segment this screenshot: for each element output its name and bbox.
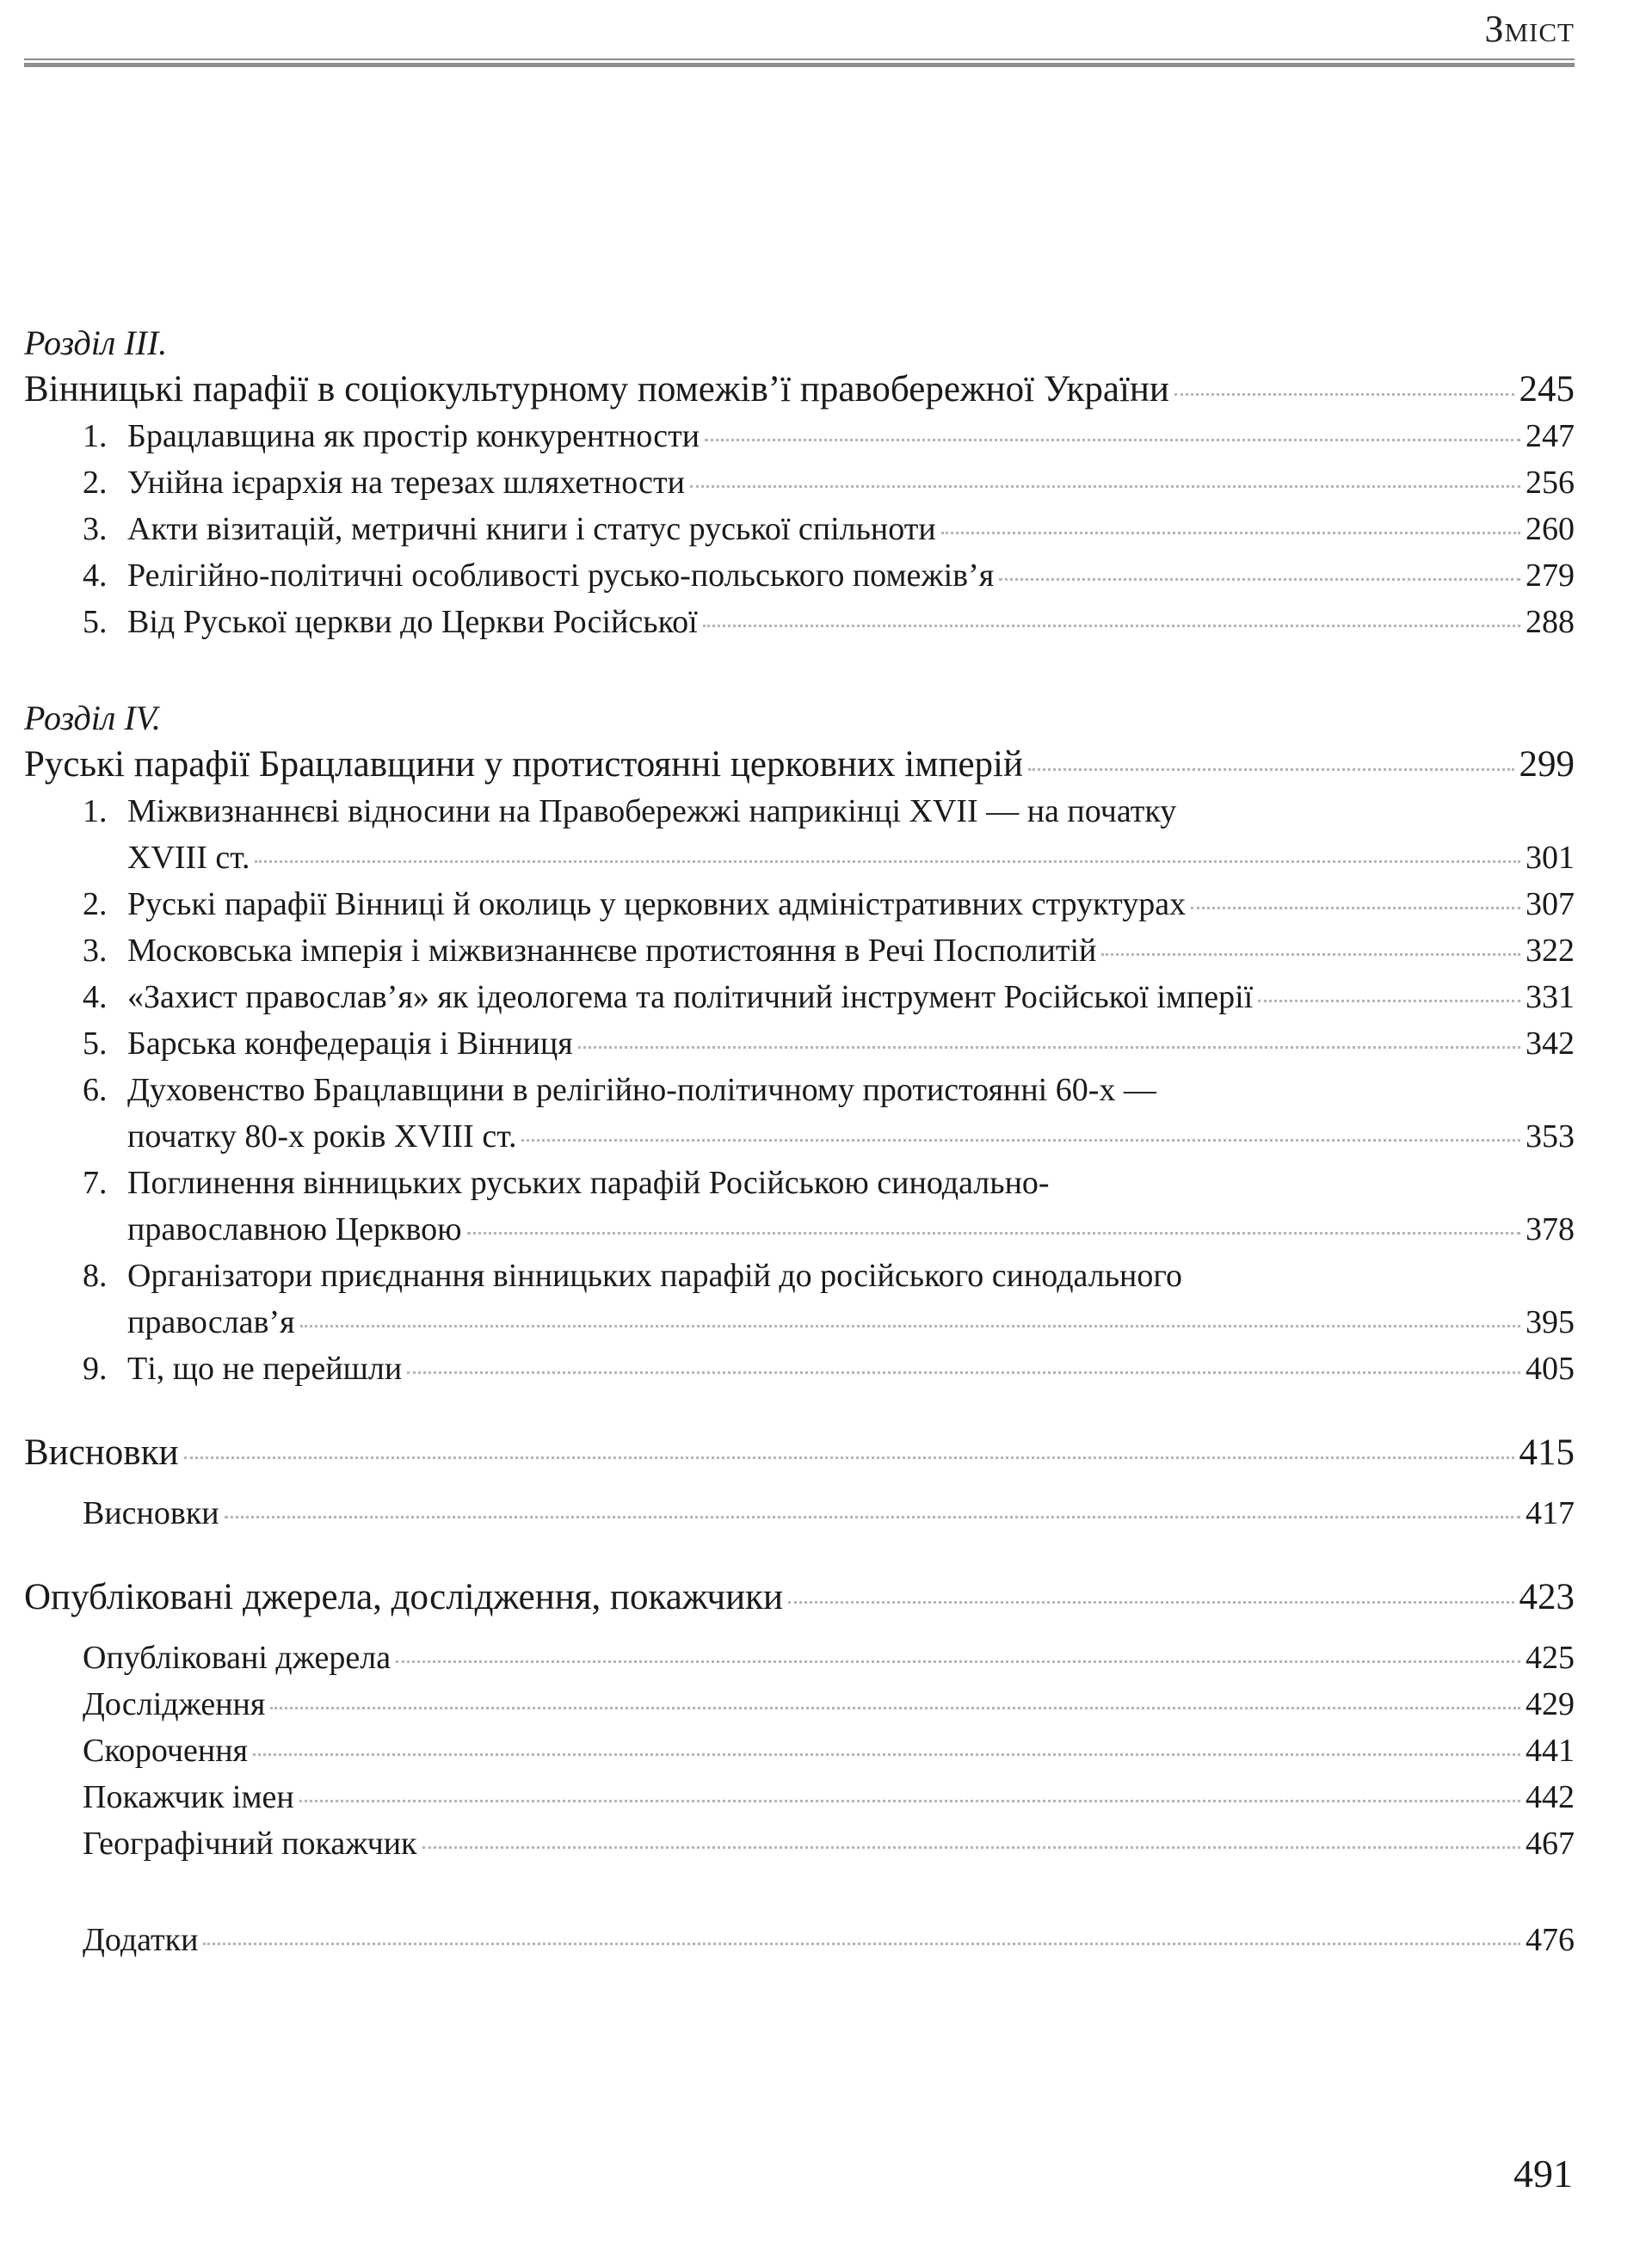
chapter-entry[interactable] — [24, 1574, 1575, 1621]
header-rule-thin — [24, 59, 1575, 60]
item-title: Унійна ієрархія на терезах шляхетности — [127, 465, 685, 501]
page-number: 417 — [1526, 1495, 1575, 1531]
dot-leader — [270, 1707, 1520, 1709]
section-label: Розділ III. — [24, 323, 168, 362]
dot-leader — [705, 439, 1520, 441]
page-number: 378 — [1526, 1211, 1575, 1247]
dot-leader — [999, 578, 1520, 581]
item-title: Покажчик імен — [83, 1779, 294, 1815]
dot-leader — [1258, 1000, 1520, 1002]
item-number: 2. — [83, 886, 108, 922]
page-number: 247 — [1526, 418, 1575, 454]
page-number: 353 — [1526, 1118, 1575, 1155]
item-title-cont: початку 80-х років XVIII ст. — [127, 1118, 517, 1155]
item-number: 6. — [83, 1072, 108, 1108]
toc-item[interactable] — [24, 459, 1575, 506]
toc-item[interactable] — [24, 1160, 1575, 1253]
item-number: 5. — [83, 604, 108, 640]
page-number: 342 — [1526, 1025, 1575, 1062]
dot-leader — [703, 625, 1520, 627]
page-number: 307 — [1526, 886, 1575, 922]
dot-leader — [407, 1371, 1520, 1374]
page-number: 467 — [1526, 1826, 1575, 1862]
page-number: 476 — [1526, 1922, 1575, 1958]
item-title: Скорочення — [83, 1733, 249, 1769]
item-title: Акти візитацій, метричні книги і статус руської спільноти — [127, 511, 936, 547]
item-title: Організатори приєднання вінницьких парафій до російського синодального — [127, 1258, 1183, 1294]
item-number: 4. — [83, 557, 108, 594]
toc-item[interactable] — [24, 1728, 1575, 1774]
item-number: 5. — [83, 1025, 108, 1062]
dot-leader — [184, 1457, 1514, 1459]
running-head: Зміст — [1484, 8, 1575, 50]
toc-item[interactable] — [24, 552, 1575, 599]
toc-item[interactable] — [24, 1635, 1575, 1681]
dot-leader — [422, 1846, 1521, 1849]
item-number: 2. — [83, 465, 108, 501]
page-number: 260 — [1526, 511, 1575, 547]
chapter-title: Висновки — [24, 1432, 179, 1473]
dot-leader — [203, 1943, 1520, 1945]
section-3 — [24, 320, 1575, 645]
item-title-cont: православ’я — [127, 1304, 295, 1340]
dot-leader — [578, 1046, 1520, 1049]
page-number: 299 — [1519, 744, 1575, 785]
toc-item[interactable] — [24, 1020, 1575, 1067]
page-number: 405 — [1526, 1351, 1575, 1387]
chapter-title: Вінницькі парафії в соціокультурному помежів’ї правобережної України — [24, 369, 1169, 410]
dot-leader — [1191, 907, 1520, 909]
item-title: Ті, що не перейшли — [127, 1351, 403, 1387]
item-number: 1. — [83, 418, 108, 454]
item-number: 7. — [83, 1165, 108, 1201]
chapter-entry[interactable] — [24, 366, 1575, 413]
toc-item[interactable] — [24, 927, 1575, 974]
toc-item[interactable] — [24, 1253, 1575, 1346]
toc-item[interactable] — [24, 788, 1575, 881]
item-title-cont: XVIII ст. — [127, 840, 250, 876]
item-title: «Захист православ’я» як ідеологема та політичний інструмент Російської імперії — [127, 979, 1254, 1015]
page-number: 441 — [1526, 1733, 1575, 1769]
item-title: Від Руської церкви до Церкви Російської — [127, 604, 698, 640]
item-title: Географічний покажчик — [83, 1826, 417, 1862]
item-title: Додатки — [83, 1922, 199, 1958]
item-title: Дослідження — [83, 1686, 266, 1722]
page-number: 279 — [1526, 557, 1575, 594]
item-title: Міжвизнаннєві відносини на Правобережжі наприкінці XVII — на початку — [127, 793, 1177, 829]
dot-leader — [253, 1753, 1520, 1756]
chapter-title: Руські парафії Брацлавщини у протистоянні церковних імперій — [24, 744, 1023, 785]
dot-leader — [1174, 393, 1514, 396]
item-title: Поглинення вінницьких руських парафій Російською синодально- — [127, 1165, 1050, 1201]
item-title: Висновки — [83, 1495, 219, 1531]
dot-leader — [941, 532, 1520, 534]
dot-leader — [467, 1232, 1520, 1235]
dot-leader — [300, 1325, 1520, 1327]
dot-leader — [255, 860, 1520, 863]
dot-leader — [788, 1601, 1513, 1604]
page-number: 395 — [1526, 1304, 1575, 1340]
item-number: 1. — [83, 793, 108, 829]
conclusions-section — [24, 1430, 1575, 1537]
page-number: 245 — [1519, 369, 1575, 410]
item-number: 3. — [83, 933, 108, 969]
header-rule — [24, 59, 1575, 67]
page-number: 288 — [1526, 604, 1575, 640]
section-4 — [24, 695, 1575, 1392]
chapter-entry[interactable] — [24, 742, 1575, 788]
toc-item[interactable] — [24, 506, 1575, 552]
dot-leader — [521, 1139, 1520, 1142]
item-title: Брацлавщина як простір конкурентности — [127, 418, 700, 454]
item-title: Релігійно-політичні особливості русько-польського помежів’я — [127, 557, 995, 594]
page-number: 322 — [1526, 933, 1575, 969]
item-number: 9. — [83, 1351, 108, 1387]
page-number: 425 — [1526, 1640, 1575, 1676]
item-number: 8. — [83, 1258, 108, 1294]
appendix-entry[interactable] — [24, 1917, 1575, 1963]
chapter-entry[interactable] — [24, 1430, 1575, 1476]
item-number: 3. — [83, 511, 108, 547]
page-folio: 491 — [1513, 2152, 1573, 2196]
page-number: 301 — [1526, 840, 1575, 876]
toc-item[interactable] — [24, 1774, 1575, 1820]
toc-item[interactable] — [24, 413, 1575, 459]
page-number: 423 — [1519, 1577, 1575, 1617]
dot-leader — [1028, 768, 1514, 771]
toc-item[interactable] — [24, 599, 1575, 645]
section-label: Розділ IV. — [24, 699, 161, 737]
table-of-contents — [24, 320, 1575, 1963]
dot-leader — [1101, 953, 1520, 956]
page-number: 442 — [1526, 1779, 1575, 1815]
page-number: 429 — [1526, 1686, 1575, 1722]
sources-section — [24, 1574, 1575, 1867]
toc-item[interactable] — [24, 1681, 1575, 1728]
dot-leader — [299, 1800, 1520, 1802]
chapter-title: Опубліковані джерела, дослідження, покажчики — [24, 1577, 784, 1617]
toc-item[interactable] — [24, 1490, 1575, 1537]
page-number: 331 — [1526, 979, 1575, 1015]
item-title: Духовенство Брацлавщини в релігійно-політичному протистоянні 60-х — — [127, 1072, 1156, 1108]
toc-item[interactable] — [24, 881, 1575, 927]
page-number: 256 — [1526, 465, 1575, 501]
item-title: Опубліковані джерела — [83, 1640, 391, 1676]
item-title: Руські парафії Вінниці й околиць у церковних адміністративних структурах — [127, 886, 1187, 922]
toc-item[interactable] — [24, 974, 1575, 1020]
item-title: Барська конфедерація і Вінниця — [127, 1025, 573, 1062]
item-title: Московська імперія і міжвизнаннєве протистояння в Речі Посполитій — [127, 933, 1097, 969]
item-number: 4. — [83, 979, 108, 1015]
toc-item[interactable] — [24, 1067, 1575, 1160]
toc-item[interactable] — [24, 1820, 1575, 1867]
dot-leader — [225, 1516, 1520, 1518]
dot-leader — [690, 485, 1520, 488]
dot-leader — [396, 1660, 1520, 1663]
item-title-cont: православною Церквою — [127, 1211, 462, 1247]
toc-item[interactable] — [24, 1346, 1575, 1392]
page-number: 415 — [1519, 1432, 1575, 1473]
header-rule-thick — [24, 63, 1575, 67]
